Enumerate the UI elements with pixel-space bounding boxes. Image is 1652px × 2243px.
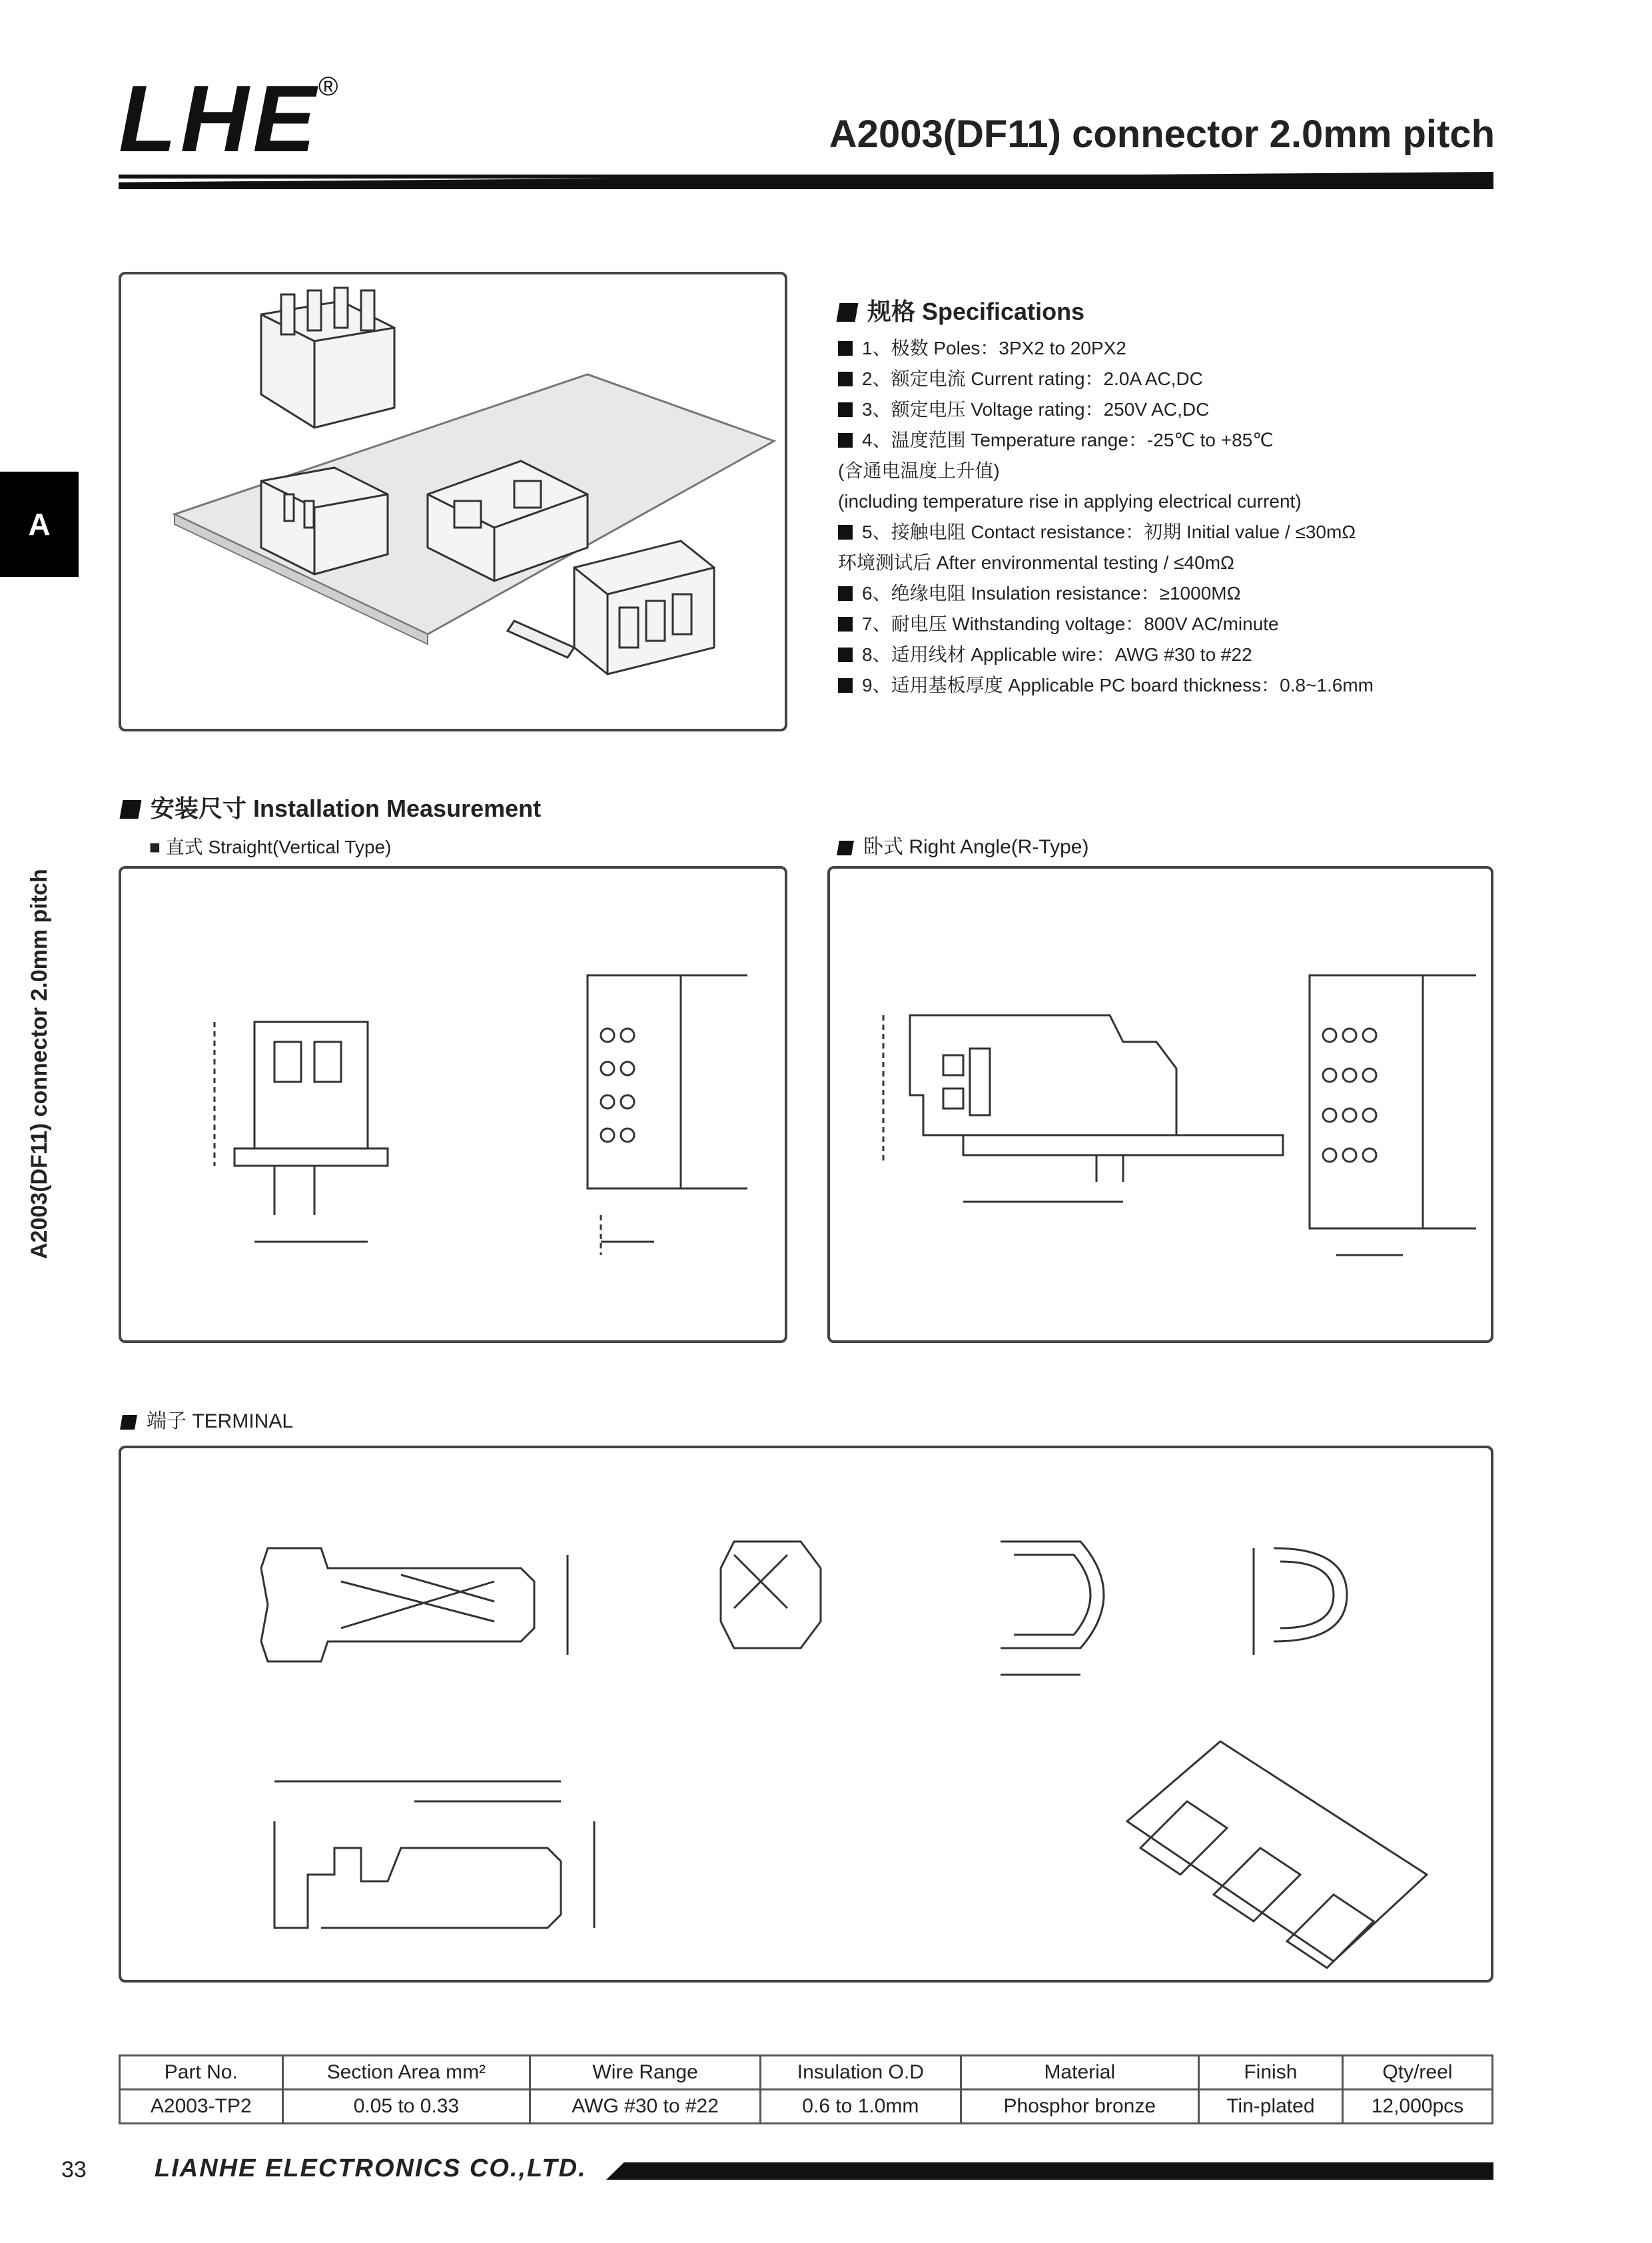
page-title: A2003(DF11) connector 2.0mm pitch (829, 113, 1495, 156)
table-header-cell: Part No. (120, 2056, 283, 2090)
table-header-cell: Finish (1198, 2056, 1342, 2090)
table-cell: Phosphor bronze (961, 2090, 1198, 2124)
table-row (120, 2090, 1493, 2124)
bullet-icon (838, 402, 853, 417)
spec-item: 1、极数 Poles：3PX2 to 20PX2 (838, 333, 1504, 364)
straight-type-label: ■ 直式 Straight(Vertical Type) (149, 837, 392, 857)
terminal-drawing (121, 1448, 1491, 1980)
spec-item: 9、适用基板厚度 Applicable PC board thickness：0.8~1.6mm (838, 670, 1504, 701)
table-cell: Tin-plated (1198, 2090, 1342, 2124)
bullet-icon (120, 800, 142, 819)
table-cell: AWG #30 to #22 (530, 2090, 761, 2124)
table-cell: 0.05 to 0.33 (282, 2090, 530, 2124)
page-number: 33 (61, 2157, 87, 2182)
company-name: LIANHE ELECTRONICS CO.,LTD. (155, 2154, 587, 2182)
straight-type-drawing (121, 869, 785, 1340)
footer-bar (606, 2162, 1493, 2180)
brand-logo: LHE (119, 66, 320, 172)
terminal-spec-table (119, 2054, 1493, 2124)
bullet-icon (838, 525, 853, 540)
table-header-cell: Section Area mm² (282, 2056, 530, 2090)
specifications-heading: 规格 Specifications (838, 293, 1084, 327)
spec-item: 2、额定电流 Current rating：2.0A AC,DC (838, 364, 1504, 394)
terminal-heading: 端子 TERMINAL (121, 1404, 293, 1434)
spec-item: 5、接触电阻 Contact resistance：初期 Initial value / ≤30mΩ (838, 517, 1504, 548)
bullet-icon (837, 303, 859, 322)
bullet-icon (838, 433, 853, 448)
table-header-cell: Wire Range (530, 2056, 761, 2090)
table-header-cell: Material (961, 2056, 1198, 2090)
bullet-icon (838, 648, 853, 662)
table-cell: A2003-TP2 (120, 2090, 283, 2124)
table-header-cell: Insulation O.D (760, 2056, 961, 2090)
bullet-icon (838, 341, 853, 356)
connector-illustration (121, 274, 785, 729)
bullet-icon (838, 617, 853, 632)
right-angle-drawing (830, 869, 1491, 1340)
spec-item: 8、适用线材 Applicable wire：AWG #30 to #22 (838, 640, 1504, 670)
table-header-cell: Qty/reel (1342, 2056, 1492, 2090)
registered-mark: ® (318, 72, 338, 101)
bullet-icon (837, 841, 854, 855)
section-tab: A (0, 472, 79, 577)
table-header-row (120, 2056, 1493, 2090)
bullet-icon (838, 678, 853, 693)
right-angle-drawing-panel (827, 866, 1493, 1343)
spec-item: 3、额定电压 Voltage rating：250V AC,DC (838, 394, 1504, 425)
right-angle-heading: 卧式 Right Angle(R-Type) (838, 830, 1088, 859)
spec-item: 6、绝缘电阻 Insulation resistance：≥1000MΩ (838, 578, 1504, 609)
product-image-panel (119, 272, 787, 731)
bullet-icon (838, 586, 853, 601)
spec-note: (含通电温度上升值) (838, 460, 1000, 481)
specifications-list (838, 333, 1504, 701)
side-vertical-title: A2003(DF11) connector 2.0mm pitch (27, 869, 52, 1259)
table-cell: 12,000pcs (1342, 2090, 1492, 2124)
spec-note: (including temperature rise in applying electrical current) (838, 491, 1302, 512)
spec-note: 环境测试后 After environmental testing / ≤40mΩ (838, 552, 1234, 573)
table-cell: 0.6 to 1.0mm (760, 2090, 961, 2124)
bullet-icon (838, 372, 853, 386)
terminal-drawing-panel (119, 1446, 1493, 1983)
spec-item: 7、耐电压 Withstanding voltage：800V AC/minute (838, 609, 1504, 640)
spec-item: 4、温度范围 Temperature range：-25℃ to +85℃ (838, 425, 1504, 456)
measurement-heading: 安装尺寸 Installation Measurement (121, 790, 541, 824)
straight-drawing-panel (119, 866, 787, 1343)
bullet-icon (120, 1415, 137, 1430)
